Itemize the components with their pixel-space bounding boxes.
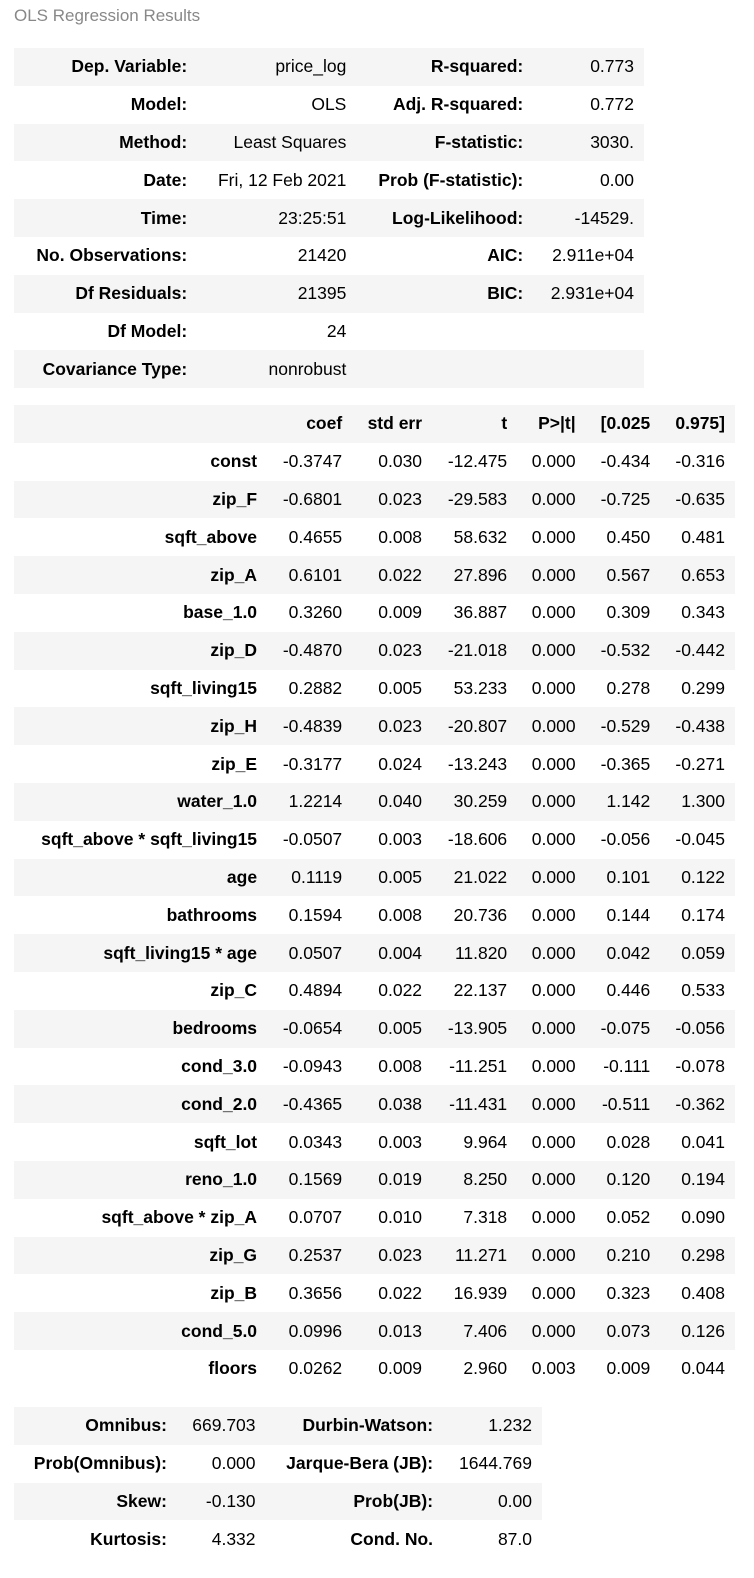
- table-row: [14, 1010, 735, 1048]
- table-row: [14, 821, 735, 859]
- stderr-value: 0.023: [352, 481, 432, 519]
- summary-label: BIC:: [356, 275, 533, 313]
- t-value: -11.431: [432, 1085, 517, 1123]
- diagnostic-value: 1644.769: [443, 1445, 542, 1483]
- ci-upper: 0.044: [660, 1350, 735, 1388]
- stderr-value: 0.022: [352, 972, 432, 1010]
- summary-label: Log-Likelihood:: [356, 199, 533, 237]
- stderr-value: 0.004: [352, 934, 432, 972]
- table-row: [14, 1048, 735, 1086]
- stderr-value: 0.008: [352, 518, 432, 556]
- t-value: 21.022: [432, 859, 517, 897]
- variable-name: bathrooms: [14, 896, 267, 934]
- p-value: 0.000: [517, 1048, 585, 1086]
- variable-name: zip_D: [14, 632, 267, 670]
- summary-value: 0.772: [533, 86, 644, 124]
- table-row: [14, 1161, 735, 1199]
- ci-lower: -0.725: [586, 481, 661, 519]
- ci-lower: -0.111: [586, 1048, 661, 1086]
- variable-name: zip_G: [14, 1237, 267, 1275]
- diagnostic-value: 4.332: [177, 1520, 266, 1558]
- summary-row: [14, 161, 644, 199]
- t-value: 16.939: [432, 1274, 517, 1312]
- variable-name: zip_E: [14, 745, 267, 783]
- stderr-value: 0.003: [352, 1123, 432, 1161]
- table-row: [14, 1350, 735, 1388]
- ci-upper: -0.316: [660, 443, 735, 481]
- t-value: 11.820: [432, 934, 517, 972]
- ci-upper: -0.045: [660, 821, 735, 859]
- column-header: [14, 405, 267, 443]
- ci-lower: -0.075: [586, 1010, 661, 1048]
- t-value: 2.960: [432, 1350, 517, 1388]
- table-row: [14, 972, 735, 1010]
- t-value: -21.018: [432, 632, 517, 670]
- p-value: 0.000: [517, 632, 585, 670]
- t-value: -20.807: [432, 707, 517, 745]
- p-value: 0.000: [517, 481, 585, 519]
- ci-upper: 0.126: [660, 1312, 735, 1350]
- stderr-value: 0.005: [352, 670, 432, 708]
- ci-upper: 0.653: [660, 556, 735, 594]
- ci-upper: 0.122: [660, 859, 735, 897]
- ci-upper: 0.194: [660, 1161, 735, 1199]
- coef-value: 0.1594: [267, 896, 352, 934]
- coef-value: 0.0507: [267, 934, 352, 972]
- diagnostic-label: Kurtosis:: [14, 1520, 177, 1558]
- variable-name: sqft_living15 * age: [14, 934, 267, 972]
- stderr-value: 0.019: [352, 1161, 432, 1199]
- t-value: -12.475: [432, 443, 517, 481]
- summary-label: Df Residuals:: [14, 275, 197, 313]
- coef-value: 0.0262: [267, 1350, 352, 1388]
- coef-value: 0.3260: [267, 594, 352, 632]
- ci-lower: 0.309: [586, 594, 661, 632]
- diagnostics-row: [14, 1483, 542, 1521]
- ci-lower: 0.120: [586, 1161, 661, 1199]
- stderr-value: 0.022: [352, 556, 432, 594]
- p-value: 0.000: [517, 1237, 585, 1275]
- table-row: [14, 670, 735, 708]
- coef-value: -0.3177: [267, 745, 352, 783]
- t-value: -13.905: [432, 1010, 517, 1048]
- ci-lower: -0.434: [586, 443, 661, 481]
- ci-upper: 0.059: [660, 934, 735, 972]
- summary-value: 24: [197, 313, 356, 351]
- variable-name: zip_C: [14, 972, 267, 1010]
- stderr-value: 0.009: [352, 594, 432, 632]
- variable-name: water_1.0: [14, 783, 267, 821]
- p-value: 0.000: [517, 1274, 585, 1312]
- ci-upper: 0.090: [660, 1199, 735, 1237]
- ci-lower: 0.450: [586, 518, 661, 556]
- coef-value: -0.4870: [267, 632, 352, 670]
- t-value: 8.250: [432, 1161, 517, 1199]
- summary-row: [14, 237, 644, 275]
- ci-lower: 0.009: [586, 1350, 661, 1388]
- summary-value: 0.00: [533, 161, 644, 199]
- summary-row: [14, 199, 644, 237]
- coef-value: -0.3747: [267, 443, 352, 481]
- t-value: 58.632: [432, 518, 517, 556]
- p-value: 0.000: [517, 821, 585, 859]
- ci-upper: 0.481: [660, 518, 735, 556]
- table-row: [14, 745, 735, 783]
- stderr-value: 0.008: [352, 1048, 432, 1086]
- coef-value: 1.2214: [267, 783, 352, 821]
- ci-upper: -0.078: [660, 1048, 735, 1086]
- model-summary-table: [14, 48, 644, 388]
- t-value: 30.259: [432, 783, 517, 821]
- ci-lower: 0.073: [586, 1312, 661, 1350]
- stderr-value: 0.022: [352, 1274, 432, 1312]
- summary-value: price_log: [197, 48, 356, 86]
- variable-name: zip_H: [14, 707, 267, 745]
- ci-lower: 0.567: [586, 556, 661, 594]
- summary-value: Fri, 12 Feb 2021: [197, 161, 356, 199]
- ci-upper: -0.271: [660, 745, 735, 783]
- coef-value: -0.0507: [267, 821, 352, 859]
- stderr-value: 0.009: [352, 1350, 432, 1388]
- variable-name: cond_5.0: [14, 1312, 267, 1350]
- variable-name: cond_3.0: [14, 1048, 267, 1086]
- summary-label: No. Observations:: [14, 237, 197, 275]
- summary-label: R-squared:: [356, 48, 533, 86]
- p-value: 0.000: [517, 1123, 585, 1161]
- variable-name: base_1.0: [14, 594, 267, 632]
- summary-value: [533, 313, 644, 351]
- ci-upper: 0.041: [660, 1123, 735, 1161]
- ci-lower: -0.511: [586, 1085, 661, 1123]
- variable-name: bedrooms: [14, 1010, 267, 1048]
- summary-row: [14, 48, 644, 86]
- coef-value: 0.2882: [267, 670, 352, 708]
- diagnostics-row: [14, 1520, 542, 1558]
- diagnostic-value: 0.000: [177, 1445, 266, 1483]
- variable-name: sqft_above: [14, 518, 267, 556]
- stderr-value: 0.010: [352, 1199, 432, 1237]
- table-row: [14, 481, 735, 519]
- summary-label: Df Model:: [14, 313, 197, 351]
- coef-value: 0.6101: [267, 556, 352, 594]
- variable-name: const: [14, 443, 267, 481]
- diagnostic-label: Jarque-Bera (JB):: [266, 1445, 444, 1483]
- coef-value: -0.0654: [267, 1010, 352, 1048]
- variable-name: age: [14, 859, 267, 897]
- p-value: 0.000: [517, 707, 585, 745]
- p-value: 0.000: [517, 1085, 585, 1123]
- variable-name: sqft_living15: [14, 670, 267, 708]
- ci-upper: -0.442: [660, 632, 735, 670]
- summary-value: [533, 350, 644, 388]
- diagnostics-row: [14, 1445, 542, 1483]
- ci-upper: -0.438: [660, 707, 735, 745]
- t-value: 27.896: [432, 556, 517, 594]
- table-row: [14, 707, 735, 745]
- summary-label: [356, 350, 533, 388]
- coef-value: 0.0707: [267, 1199, 352, 1237]
- table-row: [14, 556, 735, 594]
- diagnostics-table: [14, 1407, 542, 1558]
- ci-upper: -0.635: [660, 481, 735, 519]
- p-value: 0.000: [517, 518, 585, 556]
- coef-value: 0.1119: [267, 859, 352, 897]
- coef-value: -0.6801: [267, 481, 352, 519]
- summary-label: Model:: [14, 86, 197, 124]
- diagnostics-row: [14, 1407, 542, 1445]
- diagnostic-label: Prob(JB):: [266, 1483, 444, 1521]
- table-row: [14, 443, 735, 481]
- ci-upper: 0.408: [660, 1274, 735, 1312]
- diagnostic-value: -0.130: [177, 1483, 266, 1521]
- coef-value: 0.1569: [267, 1161, 352, 1199]
- t-value: -18.606: [432, 821, 517, 859]
- summary-value: -14529.: [533, 199, 644, 237]
- summary-label: Time:: [14, 199, 197, 237]
- ci-upper: -0.362: [660, 1085, 735, 1123]
- coef-value: -0.4839: [267, 707, 352, 745]
- table-row: [14, 1123, 735, 1161]
- summary-value: 3030.: [533, 124, 644, 162]
- variable-name: floors: [14, 1350, 267, 1388]
- p-value: 0.000: [517, 859, 585, 897]
- diagnostic-label: Prob(Omnibus):: [14, 1445, 177, 1483]
- summary-value: 0.773: [533, 48, 644, 86]
- coefficients-table: [14, 405, 735, 1388]
- t-value: 11.271: [432, 1237, 517, 1275]
- summary-value: Least Squares: [197, 124, 356, 162]
- ci-upper: 0.343: [660, 594, 735, 632]
- summary-label: [356, 313, 533, 351]
- t-value: 7.318: [432, 1199, 517, 1237]
- ci-lower: 1.142: [586, 783, 661, 821]
- t-value: -11.251: [432, 1048, 517, 1086]
- stderr-value: 0.005: [352, 1010, 432, 1048]
- stderr-value: 0.040: [352, 783, 432, 821]
- table-row: [14, 594, 735, 632]
- summary-value: 23:25:51: [197, 199, 356, 237]
- column-header: 0.975]: [660, 405, 735, 443]
- summary-label: Method:: [14, 124, 197, 162]
- coef-value: 0.4894: [267, 972, 352, 1010]
- column-header: t: [432, 405, 517, 443]
- summary-value: 2.911e+04: [533, 237, 644, 275]
- summary-value: 21395: [197, 275, 356, 313]
- t-value: 20.736: [432, 896, 517, 934]
- stderr-value: 0.013: [352, 1312, 432, 1350]
- table-row: [14, 1199, 735, 1237]
- stderr-value: 0.008: [352, 896, 432, 934]
- t-value: 53.233: [432, 670, 517, 708]
- ci-lower: -0.529: [586, 707, 661, 745]
- variable-name: zip_A: [14, 556, 267, 594]
- ci-lower: -0.365: [586, 745, 661, 783]
- table-row: [14, 934, 735, 972]
- ci-lower: 0.052: [586, 1199, 661, 1237]
- ci-upper: 1.300: [660, 783, 735, 821]
- p-value: 0.000: [517, 556, 585, 594]
- column-header: coef: [267, 405, 352, 443]
- ci-lower: 0.446: [586, 972, 661, 1010]
- p-value: 0.000: [517, 745, 585, 783]
- column-header: P>|t|: [517, 405, 585, 443]
- table-row: [14, 859, 735, 897]
- ci-upper: 0.174: [660, 896, 735, 934]
- coef-value: 0.3656: [267, 1274, 352, 1312]
- ci-lower: 0.210: [586, 1237, 661, 1275]
- ci-upper: 0.533: [660, 972, 735, 1010]
- summary-value: OLS: [197, 86, 356, 124]
- summary-label: Adj. R-squared:: [356, 86, 533, 124]
- summary-label: Date:: [14, 161, 197, 199]
- p-value: 0.000: [517, 1010, 585, 1048]
- stderr-value: 0.030: [352, 443, 432, 481]
- t-value: 22.137: [432, 972, 517, 1010]
- variable-name: sqft_above * sqft_living15: [14, 821, 267, 859]
- p-value: 0.000: [517, 670, 585, 708]
- summary-row: [14, 86, 644, 124]
- stderr-value: 0.023: [352, 707, 432, 745]
- ci-lower: 0.101: [586, 859, 661, 897]
- t-value: 9.964: [432, 1123, 517, 1161]
- diagnostic-value: 0.00: [443, 1483, 542, 1521]
- ci-upper: -0.056: [660, 1010, 735, 1048]
- table-row: [14, 1085, 735, 1123]
- ci-lower: 0.144: [586, 896, 661, 934]
- ci-lower: -0.532: [586, 632, 661, 670]
- stderr-value: 0.023: [352, 1237, 432, 1275]
- ci-lower: 0.278: [586, 670, 661, 708]
- summary-row: [14, 313, 644, 351]
- p-value: 0.000: [517, 1199, 585, 1237]
- t-value: -29.583: [432, 481, 517, 519]
- variable-name: sqft_above * zip_A: [14, 1199, 267, 1237]
- stderr-value: 0.024: [352, 745, 432, 783]
- summary-label: Prob (F-statistic):: [356, 161, 533, 199]
- ci-lower: -0.056: [586, 821, 661, 859]
- diagnostic-label: Durbin-Watson:: [266, 1407, 444, 1445]
- table-row: [14, 632, 735, 670]
- table-row: [14, 896, 735, 934]
- summary-row: [14, 124, 644, 162]
- diagnostic-value: 669.703: [177, 1407, 266, 1445]
- summary-value: 21420: [197, 237, 356, 275]
- summary-row: [14, 275, 644, 313]
- coef-value: 0.2537: [267, 1237, 352, 1275]
- summary-value: 2.931e+04: [533, 275, 644, 313]
- table-caption: OLS Regression Results: [14, 6, 201, 25]
- variable-name: reno_1.0: [14, 1161, 267, 1199]
- ci-lower: 0.042: [586, 934, 661, 972]
- p-value: 0.000: [517, 1161, 585, 1199]
- coef-value: -0.0943: [267, 1048, 352, 1086]
- table-row: [14, 783, 735, 821]
- p-value: 0.000: [517, 443, 585, 481]
- summary-value: nonrobust: [197, 350, 356, 388]
- diagnostic-label: Cond. No.: [266, 1520, 444, 1558]
- diagnostic-value: 87.0: [443, 1520, 542, 1558]
- diagnostic-label: Skew:: [14, 1483, 177, 1521]
- coef-header-row: [14, 405, 735, 443]
- table-row: [14, 1237, 735, 1275]
- diagnostic-label: Omnibus:: [14, 1407, 177, 1445]
- p-value: 0.000: [517, 896, 585, 934]
- summary-label: Dep. Variable:: [14, 48, 197, 86]
- diagnostic-value: 1.232: [443, 1407, 542, 1445]
- ci-upper: 0.298: [660, 1237, 735, 1275]
- p-value: 0.000: [517, 972, 585, 1010]
- t-value: 36.887: [432, 594, 517, 632]
- table-row: [14, 1274, 735, 1312]
- table-row: [14, 518, 735, 556]
- summary-row: [14, 350, 644, 388]
- column-header: std err: [352, 405, 432, 443]
- t-value: 7.406: [432, 1312, 517, 1350]
- variable-name: cond_2.0: [14, 1085, 267, 1123]
- coef-value: 0.0996: [267, 1312, 352, 1350]
- coef-value: 0.4655: [267, 518, 352, 556]
- t-value: -13.243: [432, 745, 517, 783]
- coef-value: -0.4365: [267, 1085, 352, 1123]
- ci-lower: 0.028: [586, 1123, 661, 1161]
- p-value: 0.003: [517, 1350, 585, 1388]
- ci-lower: 0.323: [586, 1274, 661, 1312]
- ci-upper: 0.299: [660, 670, 735, 708]
- summary-label: F-statistic:: [356, 124, 533, 162]
- variable-name: sqft_lot: [14, 1123, 267, 1161]
- summary-label: Covariance Type:: [14, 350, 197, 388]
- stderr-value: 0.023: [352, 632, 432, 670]
- summary-label: AIC:: [356, 237, 533, 275]
- column-header: [0.025: [586, 405, 661, 443]
- stderr-value: 0.003: [352, 821, 432, 859]
- stderr-value: 0.038: [352, 1085, 432, 1123]
- p-value: 0.000: [517, 783, 585, 821]
- table-row: [14, 1312, 735, 1350]
- p-value: 0.000: [517, 934, 585, 972]
- p-value: 0.000: [517, 1312, 585, 1350]
- variable-name: zip_F: [14, 481, 267, 519]
- variable-name: zip_B: [14, 1274, 267, 1312]
- coef-value: 0.0343: [267, 1123, 352, 1161]
- p-value: 0.000: [517, 594, 585, 632]
- stderr-value: 0.005: [352, 859, 432, 897]
